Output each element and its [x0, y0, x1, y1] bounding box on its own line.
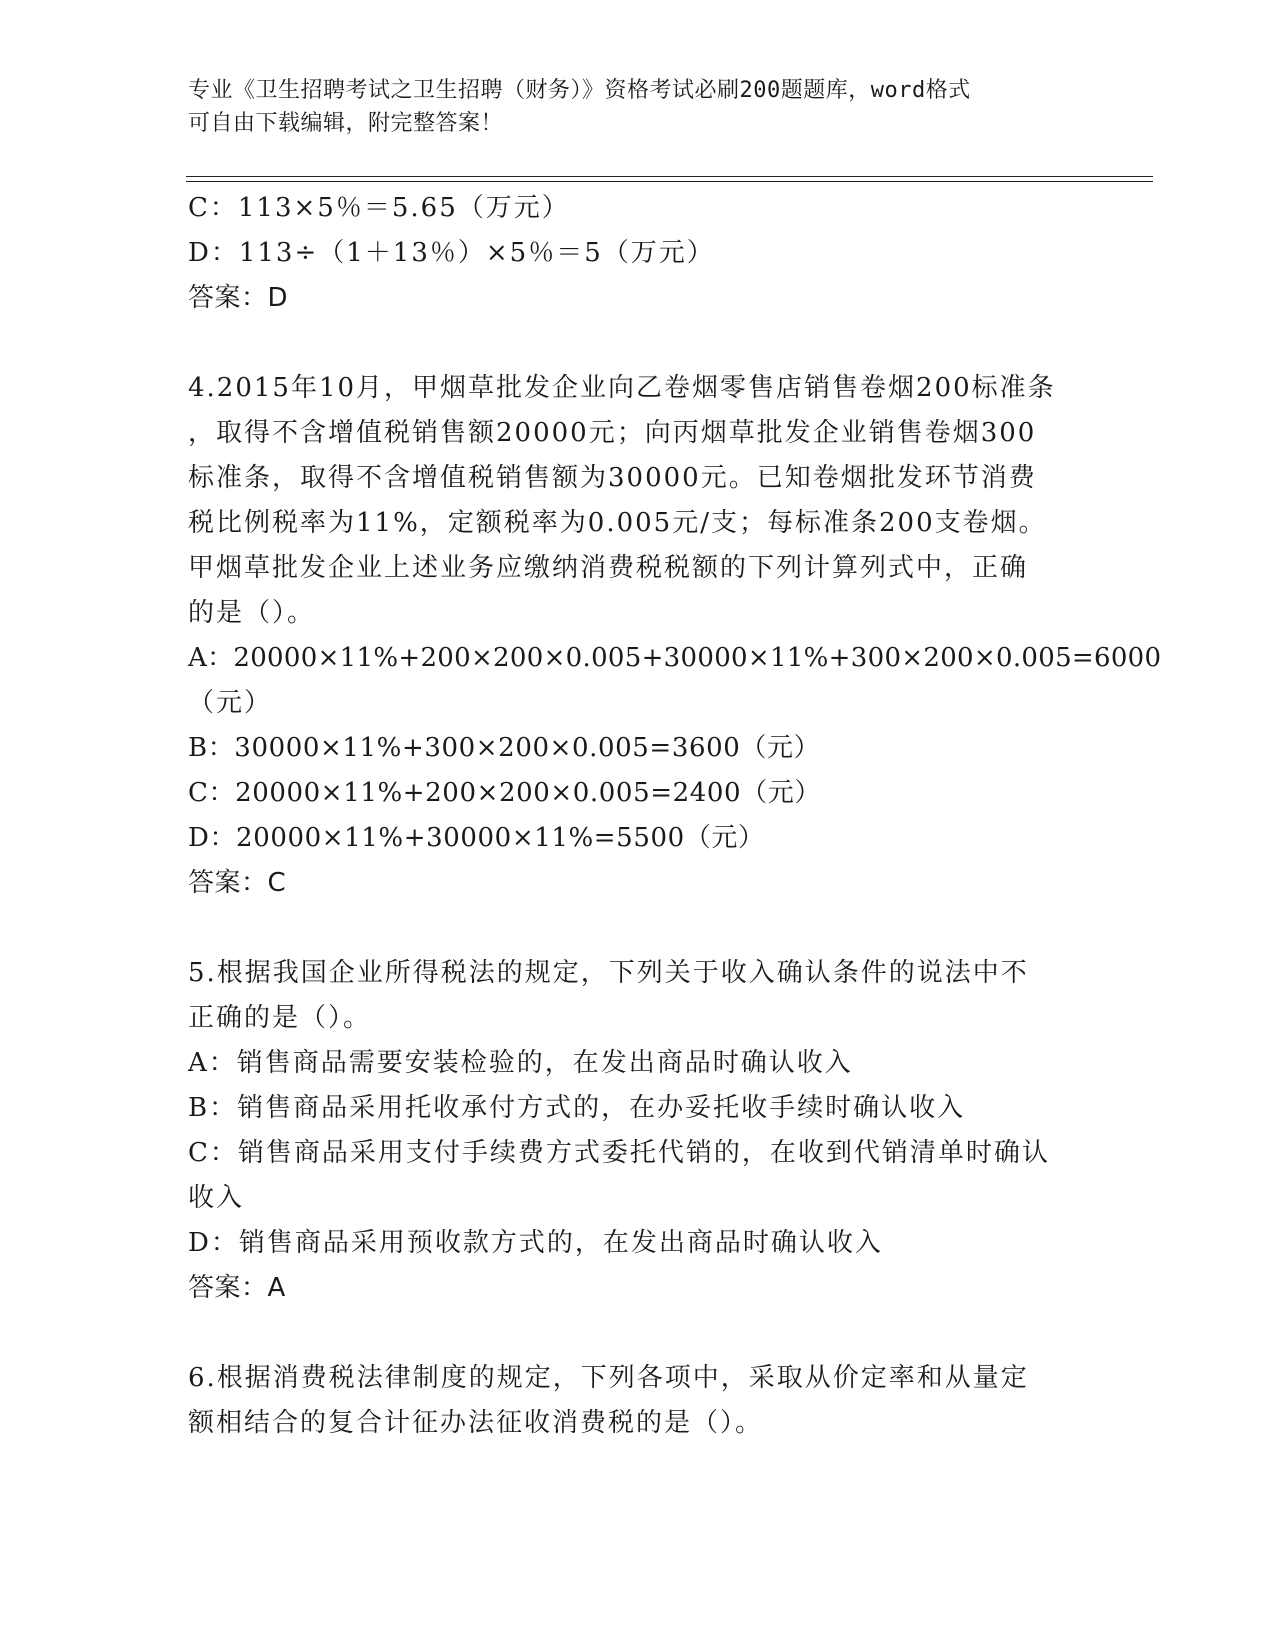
q5-option-a: A：销售商品需要安装检验的，在发出商品时确认收入 — [188, 1048, 853, 1078]
q5-option-c: C：销售商品采用支付手续费方式委托代销的，在收到代销清单时确认 — [188, 1138, 1050, 1168]
header-line-2: 可自由下载编辑，附完整答案！ — [188, 111, 504, 136]
q4-stem-line: ，取得不含增值税销售额20000元；向丙烟草批发企业销售卷烟300 — [188, 418, 1037, 448]
spacer — [188, 321, 1088, 366]
q4-stem-line: 甲烟草批发企业上述业务应缴纳消费税税额的下列计算列式中，正确 — [188, 553, 1029, 583]
q4-option-a: A：20000×11%+200×200×0.005+30000×11%+300×200×0.005=6000 — [188, 643, 1162, 673]
page-header — [188, 74, 1068, 140]
header-line-1: 专业《卫生招聘考试之卫生招聘（财务）》资格考试必刷200题题库，word格式 — [188, 78, 971, 103]
q5-option-c-cont: 收入 — [188, 1183, 245, 1213]
header-rule-top — [186, 176, 1153, 177]
spacer — [188, 906, 1088, 951]
q5-stem-line: 5.根据我国企业所得税法的规定，下列关于收入确认条件的说法中不 — [188, 958, 1029, 988]
q4-stem-line: 4.2015年10月，甲烟草批发企业向乙卷烟零售店销售卷烟200标准条 — [188, 373, 1056, 403]
q6-stem-line: 6.根据消费税法律制度的规定，下列各项中，采取从价定率和从量定 — [188, 1363, 1029, 1393]
q4-option-a-cont: （元） — [188, 688, 273, 718]
q5-option-b: B：销售商品采用托收承付方式的，在办妥托收手续时确认收入 — [188, 1093, 966, 1123]
q3-option-d: D：113÷（1＋13％）×5％＝5（万元） — [188, 238, 715, 268]
q5-answer: 答案：A — [188, 1273, 286, 1303]
q4-answer: 答案：C — [188, 868, 287, 898]
q4-option-c: C：20000×11%+200×200×0.005=2400（元） — [188, 778, 821, 808]
q6-stem-line: 额相结合的复合计征办法征收消费税的是（）。 — [188, 1408, 764, 1438]
q4-stem-line: 的是（）。 — [188, 598, 316, 628]
q4-stem-line: 标准条，取得不含增值税销售额为30000元。已知卷烟批发环节消费 — [188, 463, 1037, 493]
q4-option-b: B：30000×11%+300×200×0.005=3600（元） — [188, 733, 821, 763]
q5-stem-line: 正确的是（）。 — [188, 1003, 372, 1033]
document-body — [188, 186, 1162, 1446]
q5-option-d: D：销售商品采用预收款方式的，在发出商品时确认收入 — [188, 1228, 883, 1258]
q4-stem-line: 税比例税率为11%，定额税率为0.005元/支；每标准条200支卷烟。 — [188, 508, 1047, 538]
q3-option-c: C：113×5％＝5.65（万元） — [188, 193, 570, 223]
spacer — [188, 1311, 1088, 1356]
q4-option-d: D：20000×11%+30000×11%=5500（元） — [188, 823, 765, 853]
header-rule-bottom — [186, 181, 1153, 182]
q3-answer: 答案：D — [188, 283, 289, 313]
